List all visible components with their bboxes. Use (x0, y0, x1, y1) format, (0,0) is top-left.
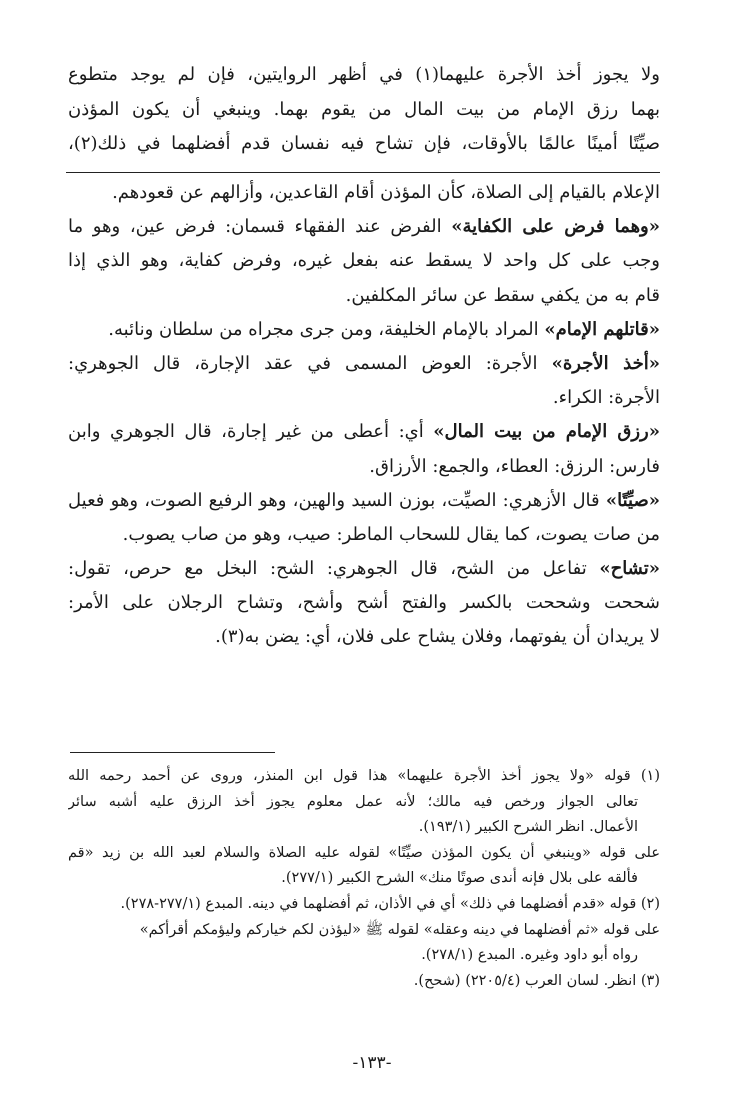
footnote-line: على قوله «ثم أفضلهما في دينه وعقله» لقوله ﷺ «ليؤذن لكم خياركم وليؤمكم أقرأكم» (139, 921, 660, 938)
commentary-line: «تشاح» تفاعل من الشح، قال الجوهري: الشح: البخل مع حرص، تقول: (68, 558, 660, 580)
commentary-keyword: «أخذ الأجرة» (551, 352, 660, 374)
footnotes (68, 764, 660, 994)
commentary-line: لا يريدان أن يفوتهما، وفلان يشاح على فلان، أي: يضن به(٣). (215, 626, 660, 648)
commentary-keyword: «وهما فرض على الكفاية» (451, 216, 660, 238)
commentary-keyword: «رزق الإمام من بيت المال» (433, 421, 660, 443)
commentary-keyword: «تشاح» (599, 558, 660, 580)
commentary-line: «صيِّتًا» قال الأزهري: الصيِّت، بوزن السيد والهين، وهو الرفيع الصوت، وهو فعيل (68, 489, 660, 511)
commentary-keyword: «صيِّتًا» (605, 489, 660, 511)
commentary-line: «رزق الإمام من بيت المال» أي: أعطى من غير إجارة، قال الجوهري وابن (68, 421, 660, 443)
footnote-divider (70, 752, 275, 753)
commentary-line: الإعلام بالقيام إلى الصلاة، كأن المؤذن أقام القاعدين، وأزالهم عن قعودهم. (112, 182, 660, 203)
main-text-line: بهما رزق الإمام من بيت المال من يقوم بهما. وينبغي أن يكون المؤذن (68, 98, 660, 120)
main-text (68, 58, 660, 162)
main-text-divider (66, 172, 660, 173)
footnote-line: على قوله «وينبغي أن يكون المؤذن صيِّتًا» لقوله عليه الصلاة والسلام لعبد الله بن زيد «قم (68, 844, 660, 861)
footnote-line: (١) قوله «ولا يجوز أخذ الأجرة عليهما» هذا قول ابن المنذر، وروى عن أحمد رحمه الله (68, 768, 660, 784)
commentary-line: «قاتلهم الإمام» المراد بالإمام الخليفة، ومن جرى مجراه من سلطان ونائبه. (108, 318, 660, 340)
commentary-line: فارس: الرزق: العطاء، والجمع: الأرزاق. (369, 455, 660, 477)
commentary-keyword: «قاتلهم الإمام» (544, 318, 660, 340)
footnote-line: (٣) انظر. لسان العرب (٢٢٠٥/٤) (شحح). (413, 972, 660, 989)
main-text-line: صيِّتًا أمينًا عالمًا بالأوقات، فإن تشاح فيه نفسان قدم أفضلهما في ذلك(٢)، (68, 133, 660, 155)
commentary-line: «أخذ الأجرة» الأجرة: العوض المسمى في عقد الإجارة، قال الجوهري: (68, 352, 660, 374)
commentary (68, 176, 660, 655)
commentary-line: من صات يصوت، كما يقال للسحاب الماطر: صيب، وهو من صاب يصوب. (122, 523, 660, 545)
main-text-line: ولا يجوز أخذ الأجرة عليهما(١) في أظهر الروايتين، فإن لم يوجد متطوع (68, 64, 660, 85)
footnote-line: الأعمال. انظر الشرح الكبير (١٩٣/١). (418, 819, 638, 836)
commentary-line: قام به من يكفي سقط عن سائر المكلفين. (345, 284, 660, 306)
footnote-line: تعالى الجواز ورخص فيه مالك؛ لأنه عمل معلوم يجوز أخذ الرزق عليه أشبه سائر (68, 793, 638, 810)
commentary-line: شححت وشححت بالكسر والفتح أشح وأشح، وتشاح الرجلان على الأمر: (68, 592, 660, 614)
page-number: -١٣٣- (352, 1053, 392, 1073)
footnote-line: (٢) قوله «قدم أفضلهما في ذلك» أي في الأذان، ثم أفضلهما في دينه. المبدع (٢٧٧/١-٢٧٨). (120, 895, 660, 912)
footnote-line: رواه أبو داود وغيره. المبدع (٢٧٨/١). (421, 947, 638, 964)
commentary-line: الأجرة: الكراء. (552, 387, 660, 409)
commentary-line: «وهما فرض على الكفاية» الفرض عند الفقهاء قسمان: فرض عين، وهو ما (68, 216, 660, 238)
footnote-line: فألقه على بلال فإنه أندى صوتًا منك» الشرح الكبير (٢٧٧/١). (281, 870, 638, 887)
commentary-line: وجب على كل واحد لا يسقط عنه بفعل غيره، وفرض كفاية، وهو الذي إذا (68, 250, 660, 272)
